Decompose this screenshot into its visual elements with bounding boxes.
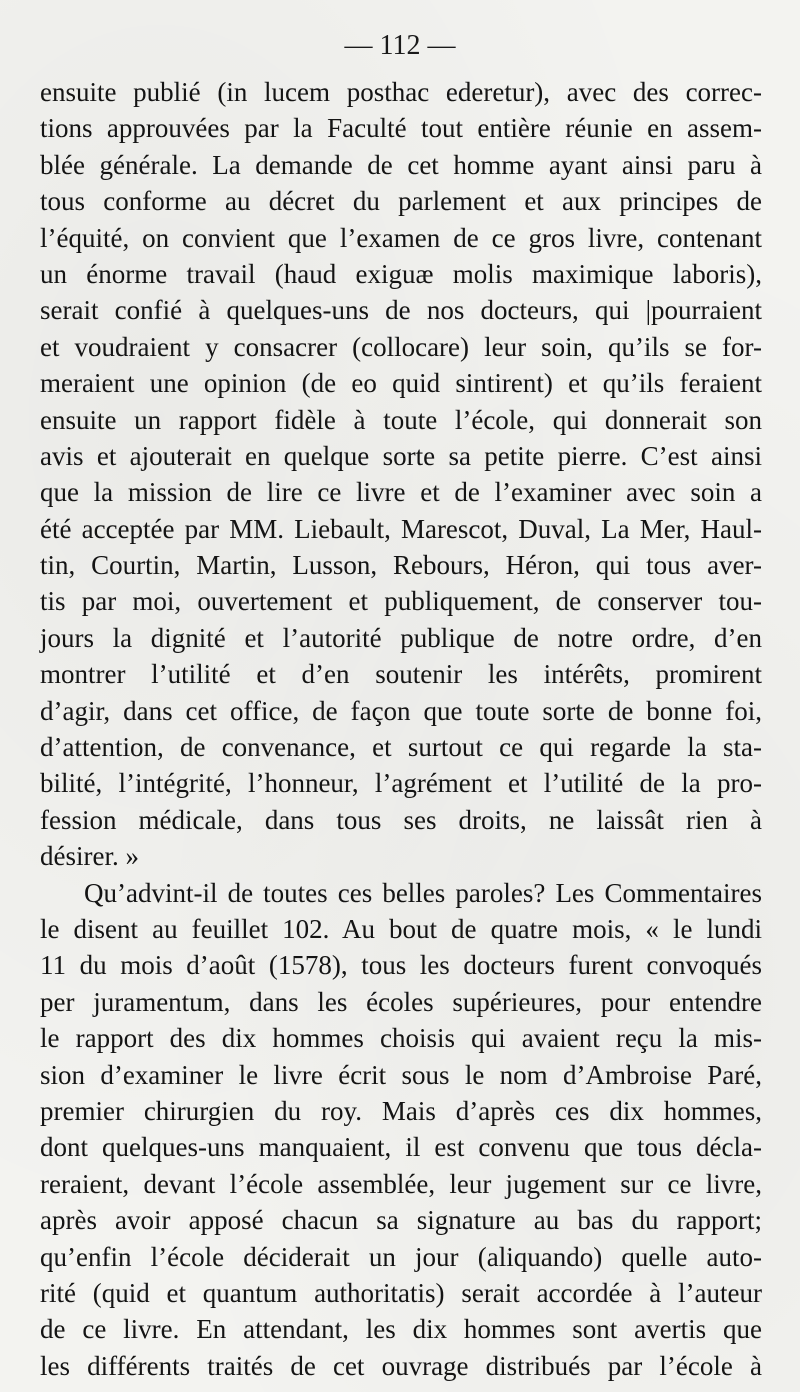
- text-line-31: reraient, devant l’école assemblée, leur jugement sur ce livre,: [40, 1168, 762, 1199]
- page-body-text: [40, 74, 762, 1384]
- text-line-14: tin, Courtin, Martin, Lusson, Rebours, Héron, qui tous aver-: [40, 550, 762, 581]
- text-line-28: sion d’examiner le livre écrit sous le nom d’Ambroise Paré,: [40, 1059, 762, 1090]
- text-line-25: 11 du mois d’août (1578), tous les docteurs furent convoqués: [40, 950, 762, 981]
- text-line-18: d’agir, dans cet office, de façon que toute sorte de bonne foi,: [40, 695, 762, 726]
- text-line-29: premier chirurgien du roy. Mais d’après ces dix hommes,: [40, 1095, 762, 1126]
- text-line-13: été acceptée par MM. Liebault, Marescot, Duval, La Mer, Haul-: [40, 513, 762, 544]
- text-line-15: tis par moi, ouvertement et publiquement, de conserver tou-: [40, 586, 762, 617]
- text-line-2: tions approuvées par la Faculté tout entière réunie en assem-: [40, 113, 762, 144]
- text-line-8: et voudraient y consacrer (collocare) leur soin, qu’ils se for-: [40, 331, 762, 362]
- text-line-10: ensuite un rapport fidèle à toute l’école, qui donnerait son: [40, 404, 762, 435]
- text-line-34: rité (quid et quantum authoritatis) serait accordée à l’auteur: [40, 1277, 762, 1308]
- text-line-27: le rapport des dix hommes choisis qui avaient reçu la mis-: [40, 1023, 762, 1054]
- text-line-33: qu’enfin l’école déciderait un jour (aliquando) quelle auto-: [40, 1241, 762, 1272]
- text-line-23: Qu’advint-il de toutes ces belles paroles? Les Commentaires: [84, 877, 762, 908]
- text-line-16: jours la dignité et l’autorité publique de notre ordre, d’en: [40, 622, 762, 653]
- text-line-19: d’attention, de convenance, et surtout ce qui regarde la sta-: [40, 732, 762, 763]
- text-line-30: dont quelques-uns manquaient, il est convenu que tous décla-: [40, 1132, 762, 1163]
- text-line-32: après avoir apposé chacun sa signature au bas du rapport;: [40, 1205, 762, 1236]
- text-line-7: serait confié à quelques-uns de nos docteurs, qui |pourraient: [40, 295, 762, 326]
- text-line-3: blée générale. La demande de cet homme ayant ainsi paru à: [40, 149, 762, 180]
- text-line-20: bilité, l’intégrité, l’honneur, l’agrément et l’utilité de la pro-: [40, 768, 762, 799]
- text-line-36: les différents traités de cet ouvrage distribués par l’école à: [40, 1350, 762, 1381]
- page-number: — 112 —: [344, 30, 456, 61]
- text-line-11: avis et ajouterait en quelque sorte sa petite pierre. C’est ainsi: [40, 440, 762, 471]
- text-line-5: l’équité, on convient que l’examen de ce gros livre, contenant: [40, 222, 762, 253]
- text-line-26: per juramentum, dans les écoles supérieures, pour entendre: [40, 986, 762, 1017]
- text-line-4: tous conforme au décret du parlement et aux principes de: [40, 186, 762, 217]
- text-line-9: meraient une opinion (de eo quid sintirent) et qu’ils feraient: [40, 368, 762, 399]
- text-line-6: un énorme travail (haud exiguæ molis maximique laboris),: [40, 258, 762, 289]
- text-line-17: montrer l’utilité et d’en soutenir les intérêts, promirent: [40, 659, 762, 690]
- text-line-22: désirer. »: [40, 841, 139, 872]
- text-line-35: de ce livre. En attendant, les dix hommes sont avertis que: [40, 1314, 762, 1345]
- text-line-21: fession médicale, dans tous ses droits, ne laissât rien à: [40, 804, 762, 835]
- text-line-24: le disent au feuillet 102. Au bout de quatre mois, « le lundi: [40, 913, 762, 944]
- text-line-1: ensuite publié (in lucem posthac ederetur), avec des correc-: [40, 77, 762, 107]
- text-line-12: que la mission de lire ce livre et de l’examiner avec soin a: [40, 477, 762, 508]
